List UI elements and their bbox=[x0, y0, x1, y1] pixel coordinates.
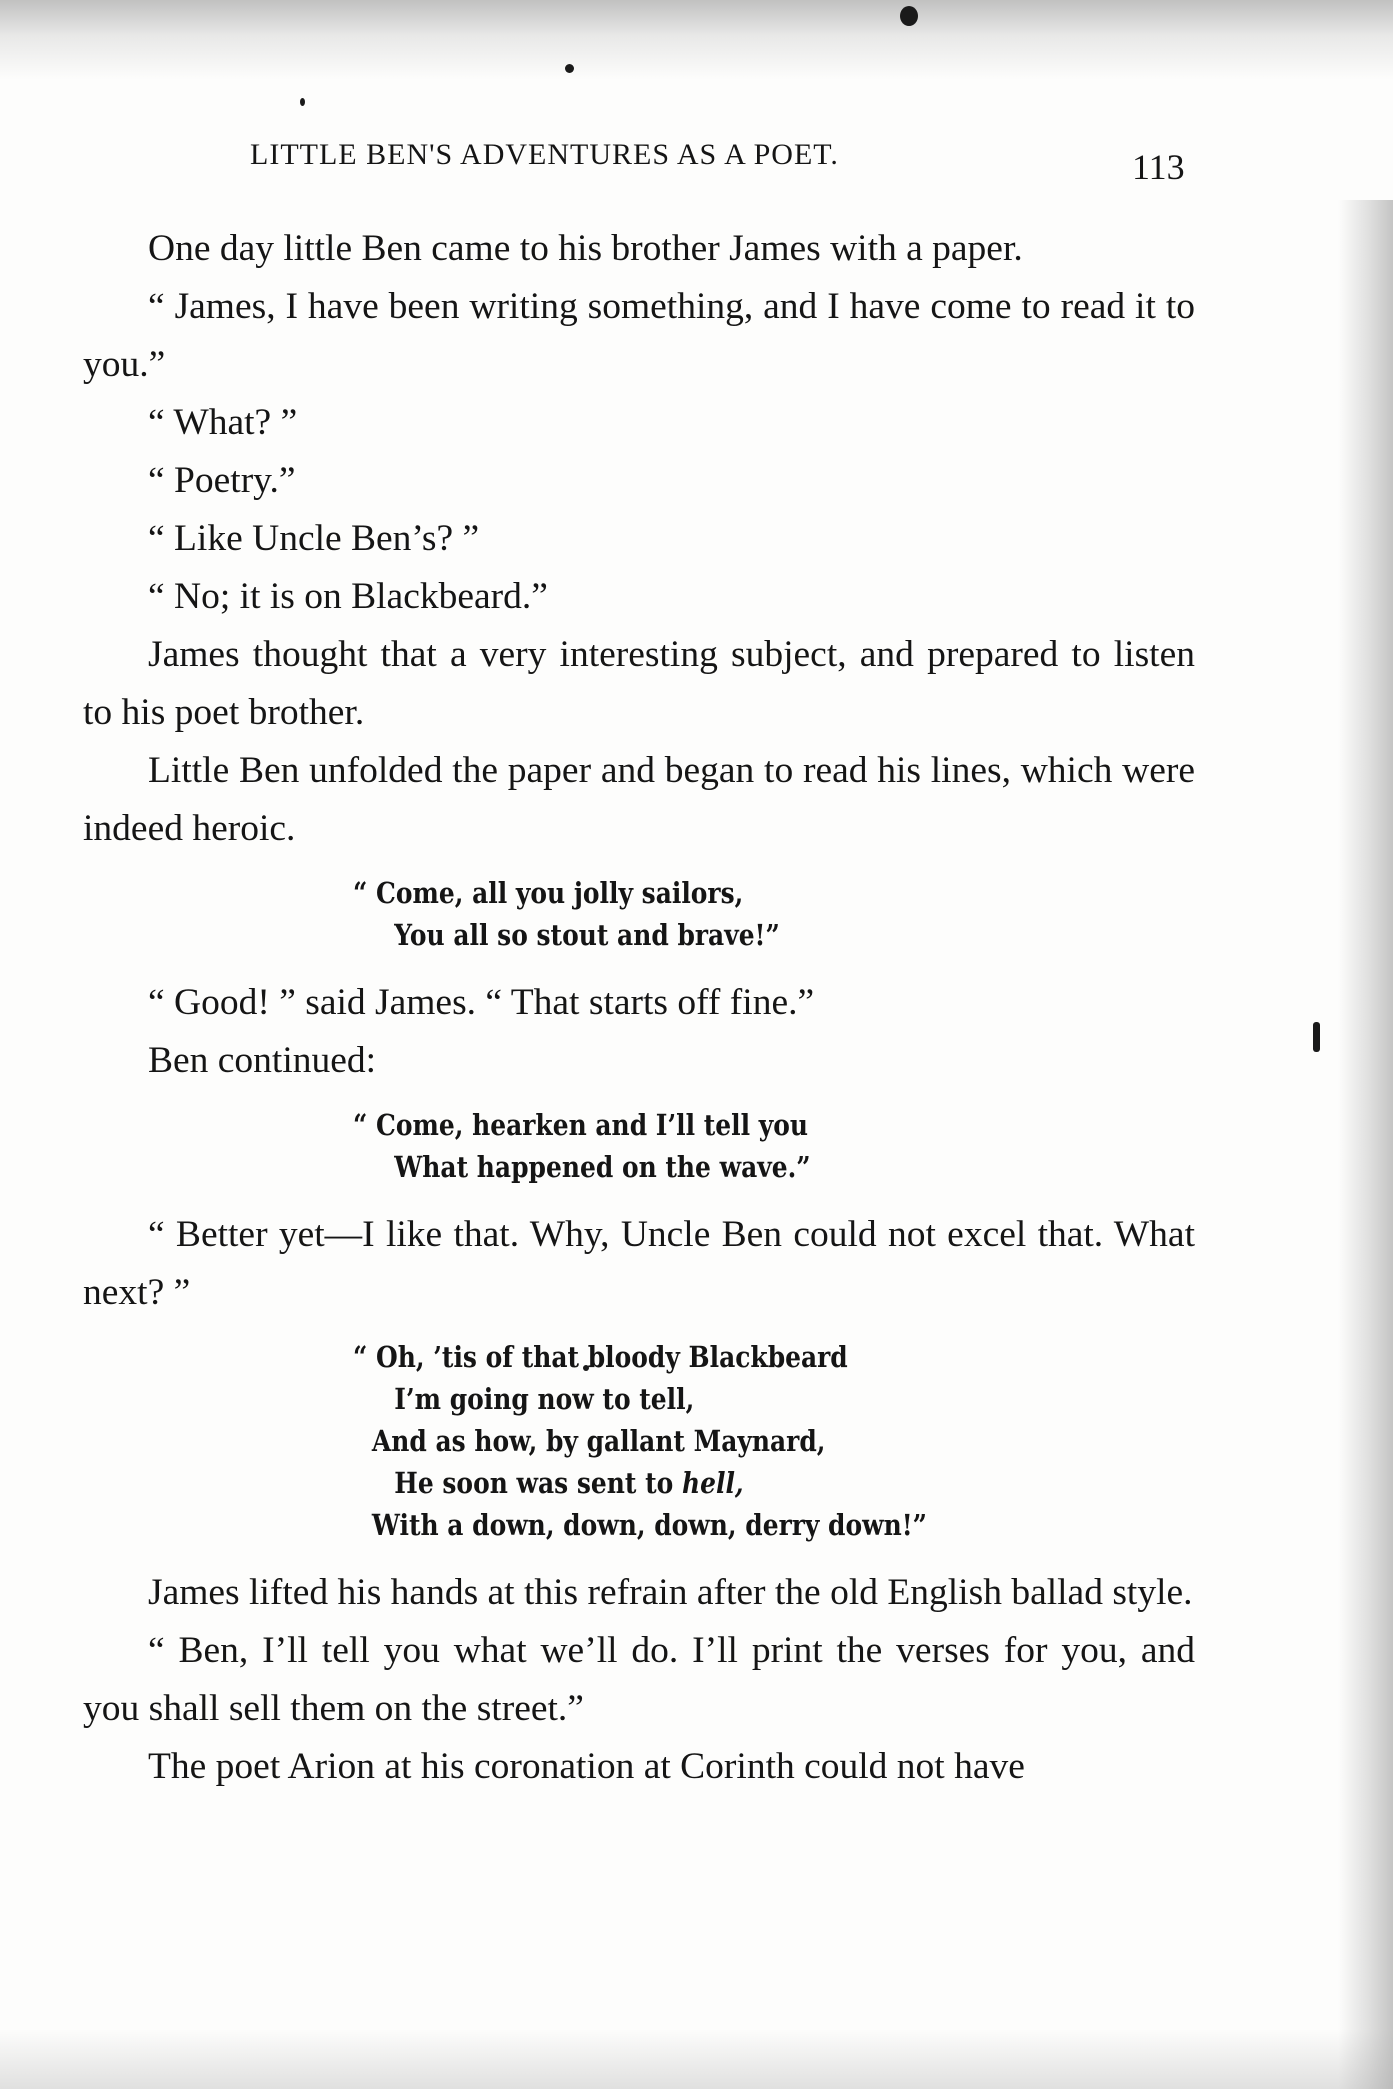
paragraph: “ Ben, I’ll tell you what we’ll do. I’ll print the verses for you, and you shall sell them on the street.” bbox=[83, 1630, 1195, 1729]
verse-line: I’m going now to tell, bbox=[394, 1382, 695, 1416]
scan-edge-bottom bbox=[0, 2029, 1393, 2089]
verse-line: You all so stout and brave!” bbox=[394, 918, 780, 952]
paragraph: “ No; it is on Blackbeard.” bbox=[148, 576, 548, 617]
paragraph: “ Good! ” said James. “ That starts off fine.” bbox=[148, 982, 815, 1023]
ink-speck bbox=[1313, 1022, 1320, 1052]
paragraph: “ Poetry.” bbox=[148, 460, 296, 501]
verse-line bbox=[353, 1462, 1077, 1504]
paragraph: James lifted his hands at this refrain after the old English ballad style. bbox=[148, 1572, 1193, 1613]
body-text bbox=[83, 220, 1195, 1796]
running-head: LITTLE BEN'S ADVENTURES AS A POET. bbox=[250, 138, 839, 171]
paragraph: James thought that a very interesting subject, and prepared to listen to his poet brother. bbox=[83, 634, 1195, 733]
ink-speck bbox=[300, 98, 305, 106]
paragraph: “ Like Uncle Ben’s? ” bbox=[148, 518, 480, 559]
verse-stanza bbox=[353, 872, 1077, 956]
verse-line: And as how, by gallant Maynard, bbox=[371, 1424, 826, 1458]
verse-stanza bbox=[353, 1336, 1077, 1546]
paragraph: Ben continued: bbox=[148, 1040, 377, 1081]
paragraph: One day little Ben came to his brother James with a paper. bbox=[148, 228, 1023, 269]
italic-word: hell, bbox=[681, 1466, 744, 1500]
ink-speck bbox=[900, 6, 918, 26]
ink-speck bbox=[565, 64, 574, 73]
verse-line: What happened on the wave.” bbox=[394, 1150, 811, 1184]
paragraph: “ What? ” bbox=[148, 402, 298, 443]
paragraph: Little Ben unfolded the paper and began to read his lines, which were indeed heroic. bbox=[83, 750, 1195, 849]
verse-text: He soon was sent to bbox=[394, 1466, 682, 1500]
paragraph: The poet Arion at his coronation at Corinth could not have bbox=[148, 1746, 1025, 1787]
scan-edge-right bbox=[1338, 200, 1393, 2089]
page-number: 113 bbox=[1132, 147, 1185, 187]
paragraph: “ Better yet—I like that. Why, Uncle Ben could not excel that. What next? ” bbox=[83, 1214, 1195, 1313]
verse-line: With a down, down, down, derry down!” bbox=[371, 1508, 927, 1542]
verse-line: “ Come, hearken and I’ll tell you bbox=[353, 1108, 809, 1142]
verse-line: “ Oh, ’tis of that bloody Blackbeard bbox=[353, 1340, 848, 1374]
verse-line: “ Come, all you jolly sailors, bbox=[353, 876, 744, 910]
verse-stanza bbox=[353, 1104, 1077, 1188]
scan-edge-top bbox=[0, 0, 1393, 80]
paragraph: “ James, I have been writing something, and I have come to read it to you.” bbox=[83, 286, 1195, 385]
